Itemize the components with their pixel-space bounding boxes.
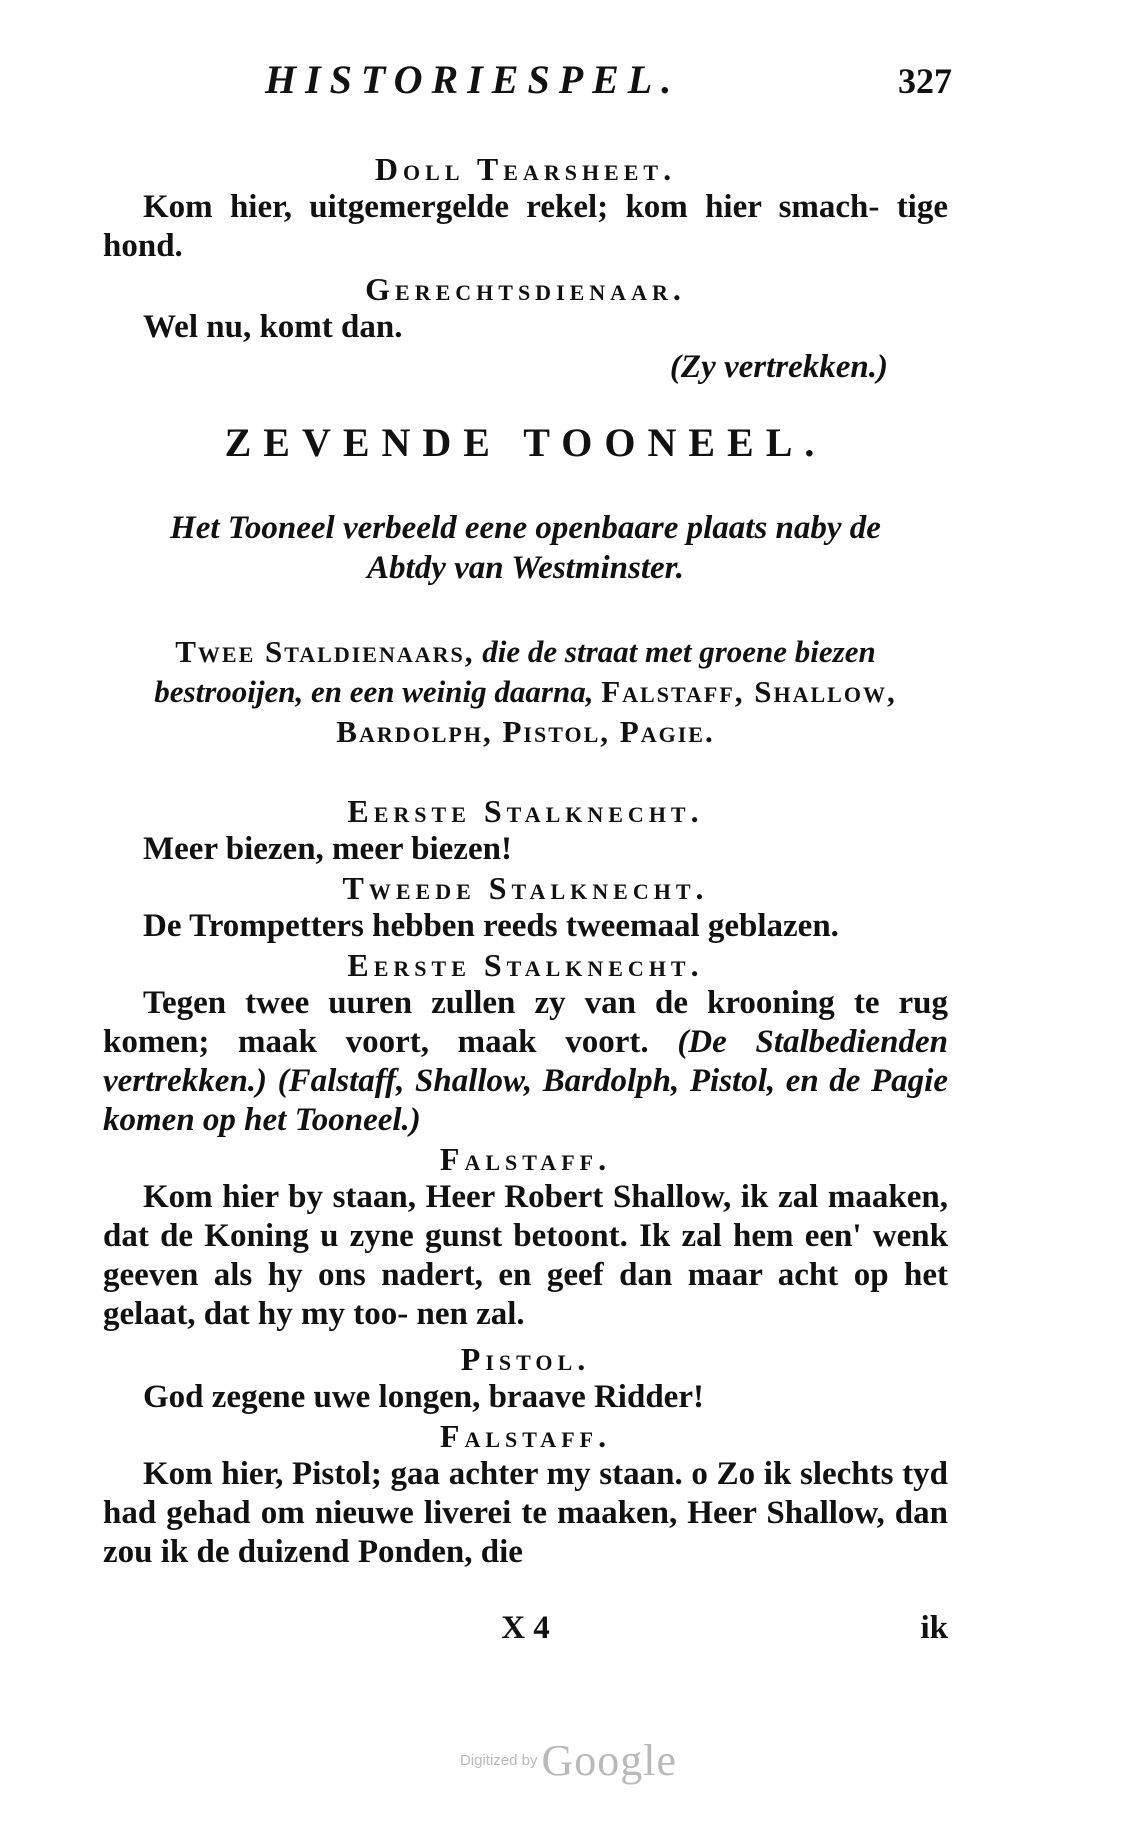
watermark-brand: Google	[541, 1736, 678, 1785]
page-header	[100, 56, 960, 106]
page-footer	[103, 1610, 948, 1654]
cast-servants: Twee Staldienaars,	[175, 634, 475, 669]
cast-action: die de straat met groene biezen bestrooijen, en een weinig daarna,	[154, 634, 876, 709]
cast-list	[103, 632, 948, 752]
speaker-heading: Tweede Stalknecht.	[342, 870, 709, 906]
speaker-heading: Doll Tearsheet.	[374, 151, 677, 187]
speaker-heading: Eerste Stalknecht.	[347, 793, 704, 829]
speaker-heading: Gerechtsdienaar.	[365, 271, 686, 307]
speaker-heading: Pistol.	[460, 1341, 591, 1377]
catchword: ik	[920, 1610, 948, 1646]
dialogue-line: Kom hier, uitgemergelde rekel; kom hier smach- tige hond.	[103, 189, 948, 264]
speaker-heading: Eerste Stalknecht.	[347, 947, 704, 983]
running-title: HISTORIESPEL.	[265, 57, 681, 102]
dialogue-line: Meer biezen, meer biezen!	[143, 831, 512, 867]
stage-direction: (Zy vertrekken.)	[669, 349, 888, 385]
watermark-prefix: Digitized by	[459, 1752, 538, 1769]
scene-setting: Het Tooneel verbeeld eene openbaare plaats naby de Abtdy van Westminster.	[170, 510, 881, 586]
dialogue-line: Kom hier, Pistol; gaa achter my staan. o Zo ik slechts tyd had gehad om nieuwe liverei te maaken, Heer Shallow, dan zou ik de duizend Ponden, die	[103, 1456, 948, 1570]
cast-characters: Falstaff, Shallow, Bardolph, Pistol, Pagie.	[336, 674, 897, 749]
scene-title: ZEVENDE TOONEEL.	[224, 420, 827, 465]
page-body	[103, 150, 948, 1572]
dialogue-text: Tegen twee uuren zullen zy van de krooning te rug komen; maak voort, maak voort.	[103, 985, 948, 1060]
dialogue-line: Wel nu, komt dan.	[143, 309, 403, 345]
dialogue-line: Kom hier by staan, Heer Robert Shallow, ik zal maaken, dat de Koning u zyne gunst betoont. Ik zal hem een' wenk geeven als hy ons nadert, en geef dan maar acht op het gelaat, dat hy my too- nen zal.	[103, 1179, 948, 1332]
stage-direction: (De Stalbedienden vertrekken.) (Falstaff, Shallow, Bardolph, Pistol, en de Pagie komen op het Tooneel.)	[103, 1024, 948, 1138]
page-number: 327	[898, 61, 952, 101]
signature-mark: X 4	[501, 1610, 550, 1646]
speaker-heading: Falstaff.	[439, 1418, 612, 1454]
dialogue-line: De Trompetters hebben reeds tweemaal geblazen.	[143, 908, 839, 944]
digitized-watermark	[0, 1735, 1137, 1786]
dialogue-line: God zegene uwe longen, braave Ridder!	[143, 1379, 704, 1415]
dialogue-line	[103, 984, 948, 1140]
speaker-heading: Falstaff.	[439, 1141, 612, 1177]
